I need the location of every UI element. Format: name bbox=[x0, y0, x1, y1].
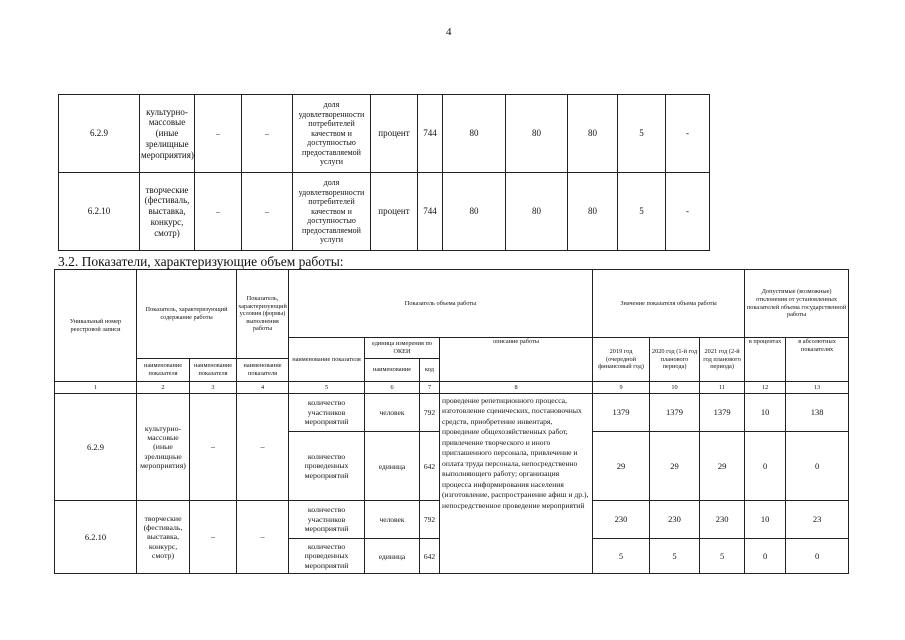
value-2020: 230 bbox=[650, 501, 700, 539]
value-2020: 80 bbox=[506, 173, 568, 251]
value-2020: 1379 bbox=[650, 394, 700, 432]
okei-name-header: наименование bbox=[365, 359, 420, 382]
deviation-absolute: 0 bbox=[786, 432, 849, 501]
value-2020: 5 bbox=[650, 539, 700, 574]
column-number: 13 bbox=[786, 382, 849, 394]
column-numbers-row bbox=[55, 382, 849, 394]
registry-header: Уникальный номер реестровой записи bbox=[55, 270, 137, 382]
value-2019: 29 bbox=[593, 432, 650, 501]
conditions-header: Показатель, характеризующий условия (формы) выполнения работы bbox=[237, 270, 289, 359]
indicator-name-header: наименование показателя bbox=[289, 338, 365, 382]
page-number: 4 bbox=[446, 26, 452, 38]
work-content: творческие (фестиваль, выставка, конкурс, смотр) bbox=[140, 173, 195, 251]
quality-indicators-table-continuation bbox=[58, 94, 710, 251]
deviation-percent: 0 bbox=[745, 432, 786, 501]
deviation-percent: 10 bbox=[745, 501, 786, 539]
registry-number: 6.2.9 bbox=[59, 95, 140, 173]
work-description: проведение репетиционного процесса, изготовление сценических, постановочных средств, приобретение инвентаря, проведение общехозяйственных работ, привлечение творческого и иного приглашенного персонала, привлечение и оплата труда персонала, непосредственно выполняющего работу; организация процесса информирования населения (изготовление, распространение афиш и др.), непосредственное проведение мероприятий bbox=[440, 394, 593, 574]
condition-indicator: – bbox=[237, 394, 289, 501]
unit-name: человек bbox=[365, 501, 420, 539]
volume-indicator-name: количество проведенных мероприятий bbox=[289, 539, 365, 574]
description-header: описание работы bbox=[440, 338, 593, 382]
volume-indicator-name: количество участников мероприятий bbox=[289, 394, 365, 432]
indicator-name-header: наименование показателя bbox=[137, 359, 190, 382]
section-title: 3.2. Показатели, характеризующие объем работы: bbox=[58, 254, 344, 269]
column-number: 4 bbox=[237, 382, 289, 394]
header-row bbox=[55, 270, 849, 338]
content-header: Показатель, характеризующий содержание работы bbox=[137, 270, 237, 359]
deviation-percent: 5 bbox=[618, 95, 666, 173]
quality-indicator-name: доля удовлетворенности потребителей качеством и доступностью предоставляемой услуги bbox=[293, 95, 371, 173]
condition-indicator: – bbox=[242, 173, 293, 251]
unit-code: 642 bbox=[420, 539, 440, 574]
volume-indicator-name: количество проведенных мероприятий bbox=[289, 432, 365, 501]
value-2020: 29 bbox=[650, 432, 700, 501]
unit-name: единица bbox=[365, 432, 420, 501]
unit-name: человек bbox=[365, 394, 420, 432]
value-2021: 80 bbox=[568, 173, 618, 251]
quality-indicator-name: доля удовлетворенности потребителей качеством и доступностью предоставляемой услуги bbox=[293, 173, 371, 251]
condition-indicator: – bbox=[237, 501, 289, 574]
value-2020: 80 bbox=[506, 95, 568, 173]
absolute-header: в абсолютных показателях bbox=[786, 338, 849, 382]
deviation-absolute: 0 bbox=[786, 539, 849, 574]
unit-name: процент bbox=[371, 95, 418, 173]
value-2019: 1379 bbox=[593, 394, 650, 432]
year-2020-header: 2020 год (1-й год планового периода) bbox=[650, 338, 700, 382]
unit-code: 744 bbox=[418, 95, 443, 173]
unit-name: единица bbox=[365, 539, 420, 574]
content-indicator: – bbox=[190, 501, 237, 574]
registry-number: 6.2.9 bbox=[55, 394, 137, 501]
value-2021: 1379 bbox=[700, 394, 745, 432]
column-number: 10 bbox=[650, 382, 700, 394]
unit-code: 744 bbox=[418, 173, 443, 251]
okei-header: единица измерения по ОКЕИ bbox=[365, 338, 440, 359]
deviation-absolute: 23 bbox=[786, 501, 849, 539]
value-2019: 5 bbox=[593, 539, 650, 574]
column-number: 12 bbox=[745, 382, 786, 394]
percent-header: в процентах bbox=[745, 338, 786, 382]
indicator-name-header: наименование показателя bbox=[190, 359, 237, 382]
unit-code: 792 bbox=[420, 394, 440, 432]
year-2021-header: 2021 год (2-й год планового периода) bbox=[700, 338, 745, 382]
value-2021: 80 bbox=[568, 95, 618, 173]
unit-code: 792 bbox=[420, 501, 440, 539]
value-2019: 230 bbox=[593, 501, 650, 539]
work-content: культурно-массовые (иные зрелищные мероприятия) bbox=[137, 394, 190, 501]
column-number: 3 bbox=[190, 382, 237, 394]
column-number: 2 bbox=[137, 382, 190, 394]
content-indicator: – bbox=[195, 173, 242, 251]
column-number: 8 bbox=[440, 382, 593, 394]
deviation-header: Допустимые (возможные) отклонения от установленных показателей объема государственной работы bbox=[745, 270, 849, 338]
volume-indicator-name: количество участников мероприятий bbox=[289, 501, 365, 539]
deviation-percent: 10 bbox=[745, 394, 786, 432]
column-number: 1 bbox=[55, 382, 137, 394]
value-2019: 80 bbox=[443, 173, 506, 251]
column-number: 11 bbox=[700, 382, 745, 394]
deviation-percent: 5 bbox=[618, 173, 666, 251]
value-2021: 29 bbox=[700, 432, 745, 501]
deviation-percent: 0 bbox=[745, 539, 786, 574]
okei-code-header: код bbox=[420, 359, 440, 382]
deviation-absolute: 138 bbox=[786, 394, 849, 432]
condition-indicator: – bbox=[242, 95, 293, 173]
content-indicator: – bbox=[190, 394, 237, 501]
year-2019-header: 2019 год (очередной финансовый год) bbox=[593, 338, 650, 382]
content-indicator: – bbox=[195, 95, 242, 173]
registry-number: 6.2.10 bbox=[55, 501, 137, 574]
column-number: 9 bbox=[593, 382, 650, 394]
deviation-absolute: - bbox=[666, 173, 710, 251]
table-row bbox=[59, 173, 710, 251]
deviation-absolute: - bbox=[666, 95, 710, 173]
table-row bbox=[55, 394, 849, 432]
unit-name: процент bbox=[371, 173, 418, 251]
column-number: 5 bbox=[289, 382, 365, 394]
column-number: 7 bbox=[420, 382, 440, 394]
column-number: 6 bbox=[365, 382, 420, 394]
work-content: творческие (фестиваль, выставка, конкурс, смотр) bbox=[137, 501, 190, 574]
unit-code: 642 bbox=[420, 432, 440, 501]
value-header: Значение показателя объема работы bbox=[593, 270, 745, 338]
volume-indicators-table bbox=[54, 269, 849, 574]
volume-header: Показатель объема работы bbox=[289, 270, 593, 338]
value-2019: 80 bbox=[443, 95, 506, 173]
value-2021: 230 bbox=[700, 501, 745, 539]
indicator-name-header: наименование показателя bbox=[237, 359, 289, 382]
value-2021: 5 bbox=[700, 539, 745, 574]
work-content: культурно-массовые (иные зрелищные мероприятия) bbox=[140, 95, 195, 173]
registry-number: 6.2.10 bbox=[59, 173, 140, 251]
table-row bbox=[59, 95, 710, 173]
